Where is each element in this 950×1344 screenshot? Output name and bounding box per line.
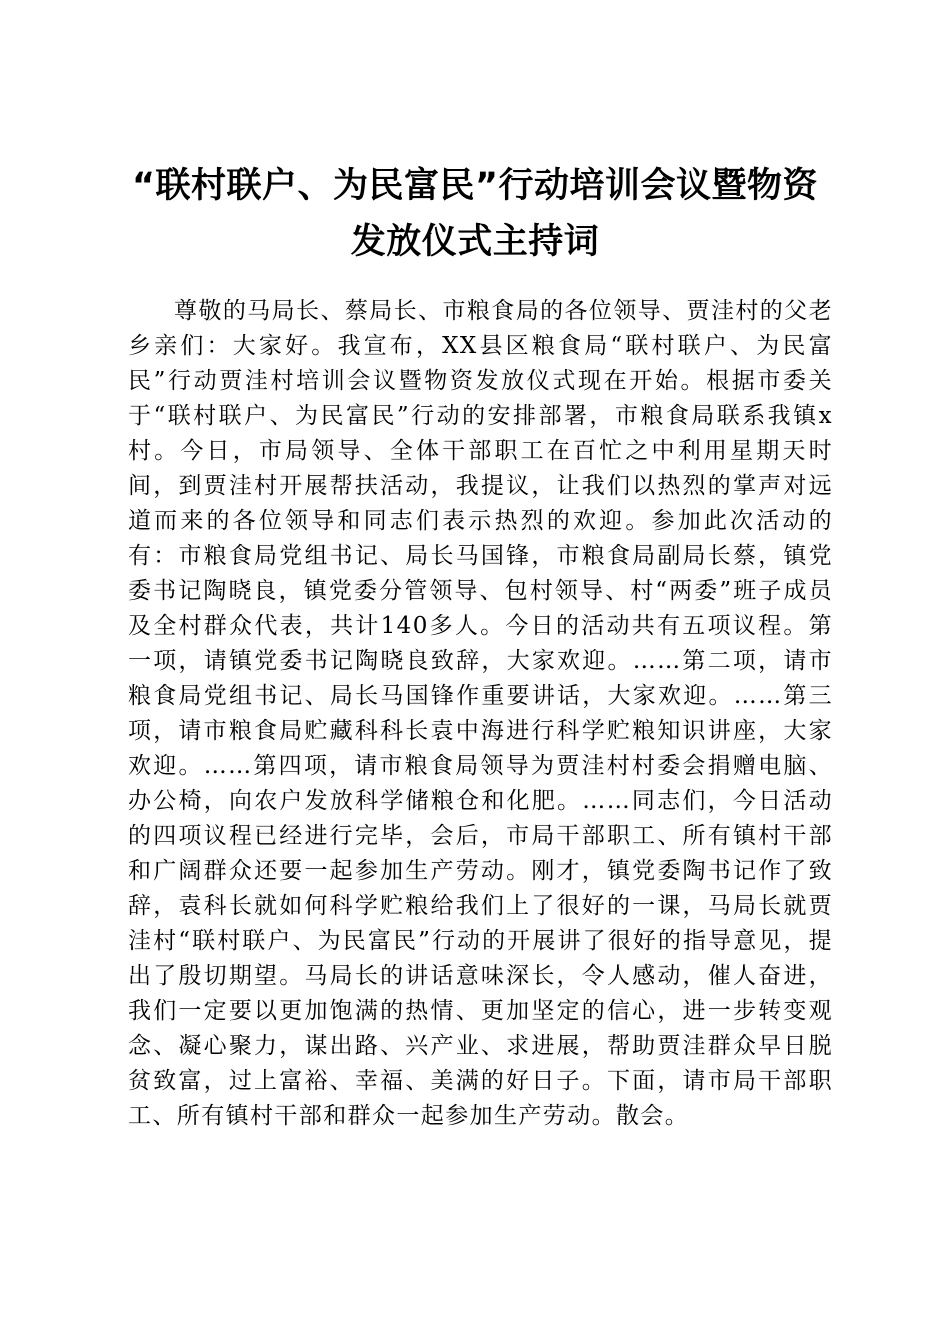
document-body-paragraph: 尊敬的马局长、蔡局长、市粮食局的各位领导、贾洼村的父老乡亲们：大家好。我宣布，XX县区粮食局“联村联户、为民富民”行动贾洼村培训会议暨物资发放仪式现在开始。根据市委关于“联村联户、为民富民”行动的安排部署，市粮食局联系我镇x村。今日，市局领导、全体干部职工在百忙之中利用星期天时间，到贾洼村开展帮扶活动，我提议，让我们以热烈的掌声对远道而来的各位领导和同志们表示热烈的欢迎。参加此次活动的有：市粮食局党组书记、局长马国锋，市粮食局副局长蔡，镇党委书记陶晓良，镇党委分管领导、包村领导、村“两委”班子成员及全村群众代表，共计140多人。今日的活动共有五项议程。第一项，请镇党委书记陶晓良致辞，大家欢迎。……第二项，请市粮食局党组书记、局长马国锋作重要讲话，大家欢迎。……第三项，请市粮食局贮藏科科长袁中海进行科学贮粮知识讲座，大家欢迎。……第四项，请市粮食局领导为贾洼村村委会捐赠电脑、办公椅，向农户发放科学储粮仓和化肥。……同志们，今日活动的四项议程已经进行完毕，会后，市局干部职工、所有镇村干部和广阔群众还要一起参加生产劳动。刚才，镇党委陶书记作了致辞，袁科长就如何科学贮粮给我们上了很好的一课，马局长就贾洼村“联村联户、为民富民”行动的开展讲了很好的指导意见，提出了殷切期望。马局长的讲话意味深长，令人感动，催人奋进，我们一定要以更加饱满的热情、更加坚定的信心，进一步转变观念、凝心聚力，谋出路、兴产业、求进展，帮助贾洼群众早日脱贫致富，过上富裕、幸福、美满的好日子。下面，请市局干部职工、所有镇村干部和群众一起参加生产劳动。散会。	[128, 298, 833, 1129]
document-title: “联村联户、为民富民”行动培训会议暨物资发放仪式主持词	[131, 166, 818, 262]
